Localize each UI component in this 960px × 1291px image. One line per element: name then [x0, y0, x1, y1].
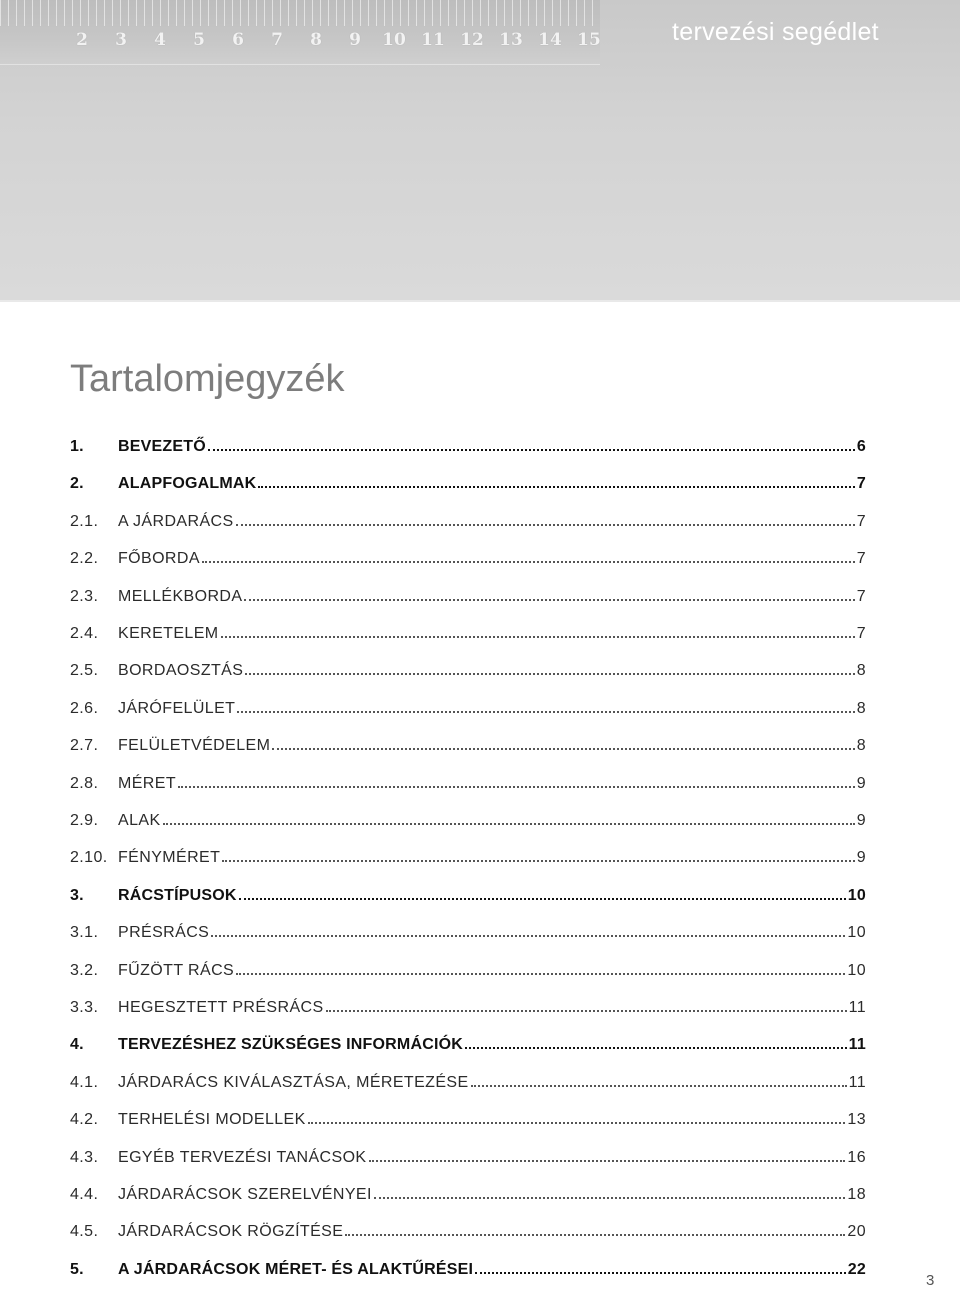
toc-entry[interactable] [70, 505, 866, 531]
toc-page-number: 22 [847, 1261, 866, 1278]
toc-label: A JÁRDARÁCSOK MÉRET- ÉS ALAKTŰRÉSEI [118, 1261, 474, 1278]
ruler-number: 10 [382, 30, 406, 50]
toc-page-number: 7 [856, 513, 866, 530]
ruler-number: 3 [115, 30, 127, 50]
toc-page-number: 7 [856, 475, 866, 492]
toc-page-number: 11 [848, 1036, 866, 1053]
toc-leader-dots [163, 822, 855, 825]
toc-page-number: 11 [848, 1074, 866, 1091]
toc-number: 4.1. [70, 1074, 99, 1091]
toc-leader-dots [465, 1046, 847, 1049]
ruler-number: 4 [154, 30, 166, 50]
toc-leader-dots [471, 1084, 847, 1087]
toc-leader-dots [202, 560, 855, 563]
toc-entry[interactable] [70, 1103, 866, 1129]
toc-label: FŰZÖTT RÁCS [118, 962, 235, 979]
toc-number: 2. [70, 475, 84, 492]
ruler-number: 7 [271, 30, 283, 50]
toc-entry[interactable] [70, 991, 866, 1017]
toc-leader-dots [308, 1121, 846, 1124]
ruler-number: 15 [577, 30, 601, 50]
toc-number: 4.3. [70, 1149, 99, 1166]
toc-number: 3.3. [70, 999, 99, 1016]
toc-page-number: 8 [856, 700, 866, 717]
header-title: tervezési segédlet [672, 18, 879, 46]
page-title: Tartalomjegyzék [70, 358, 345, 400]
toc-entry[interactable] [70, 954, 866, 980]
toc-leader-dots [345, 1233, 845, 1236]
ruler-number: 11 [421, 30, 445, 50]
toc-number: 2.6. [70, 700, 99, 717]
toc-label: FELÜLETVÉDELEM [118, 737, 271, 754]
ruler-number: 8 [310, 30, 322, 50]
toc-number: 4. [70, 1036, 84, 1053]
toc-leader-dots [208, 448, 855, 451]
toc-leader-dots [222, 859, 854, 862]
toc-page-number: 10 [847, 962, 866, 979]
toc-page-number: 7 [856, 550, 866, 567]
ruler-number: 5 [193, 30, 205, 50]
toc-label: A JÁRDARÁCS [118, 513, 234, 530]
page-number: 3 [926, 1272, 935, 1289]
toc-page-number: 8 [856, 662, 866, 679]
ruler-number: 14 [538, 30, 562, 50]
toc-page-number: 11 [848, 999, 866, 1016]
toc-leader-dots [272, 747, 854, 750]
toc-page-number: 7 [856, 588, 866, 605]
toc-label: EGYÉB TERVEZÉSI TANÁCSOK [118, 1149, 367, 1166]
toc-page-number: 9 [856, 775, 866, 792]
toc-leader-dots [236, 523, 855, 526]
toc-label: MELLÉKBORDA [118, 588, 243, 605]
toc-entry[interactable] [70, 692, 866, 718]
toc-number: 2.7. [70, 737, 99, 754]
toc-entry[interactable] [70, 767, 866, 793]
toc-label: ALAPFOGALMAK [118, 475, 257, 492]
toc-number: 2.2. [70, 550, 99, 567]
toc-page-number: 6 [856, 438, 866, 455]
toc-leader-dots [236, 972, 845, 975]
ruler-ticks [0, 0, 600, 26]
toc-label: KERETELEM [118, 625, 219, 642]
toc-entry[interactable] [70, 1141, 866, 1167]
toc-entry[interactable] [70, 1253, 866, 1279]
toc-number: 1. [70, 438, 84, 455]
toc-label: JÁRDARÁCSOK RÖGZÍTÉSE [118, 1223, 344, 1240]
toc-entry[interactable] [70, 467, 866, 493]
toc-page-number: 10 [847, 887, 866, 904]
toc-number: 4.4. [70, 1186, 99, 1203]
toc-leader-dots [326, 1009, 847, 1012]
toc-page-number: 13 [847, 1111, 866, 1128]
toc-page-number: 10 [847, 924, 866, 941]
toc-entry[interactable] [70, 1178, 866, 1204]
toc-number: 2.4. [70, 625, 99, 642]
toc-number: 2.5. [70, 662, 99, 679]
toc-number: 2.3. [70, 588, 99, 605]
toc-entry[interactable] [70, 430, 866, 456]
toc-entry[interactable] [70, 1215, 866, 1241]
toc-entry[interactable] [70, 916, 866, 942]
toc-entry[interactable] [70, 654, 866, 680]
toc-leader-dots [245, 672, 854, 675]
toc-entry[interactable] [70, 542, 866, 568]
toc-number: 4.5. [70, 1223, 99, 1240]
toc-page-number: 8 [856, 737, 866, 754]
toc-leader-dots [239, 897, 846, 900]
toc-leader-dots [221, 635, 855, 638]
toc-label: RÁCSTÍPUSOK [118, 887, 237, 904]
toc-entry[interactable] [70, 580, 866, 606]
toc-leader-dots [475, 1271, 846, 1274]
toc-number: 3. [70, 887, 84, 904]
toc-label: TERHELÉSI MODELLEK [118, 1111, 306, 1128]
header-band [0, 0, 960, 302]
toc-leader-dots [244, 598, 854, 601]
toc-label: JÁRDARÁCS KIVÁLASZTÁSA, MÉRETEZÉSE [118, 1074, 469, 1091]
toc-number: 2.1. [70, 513, 99, 530]
toc-leader-dots [374, 1196, 846, 1199]
toc-entry[interactable] [70, 1028, 866, 1054]
toc-label: FŐBORDA [118, 550, 200, 567]
toc-entry[interactable] [70, 879, 866, 905]
toc-number: 2.9. [70, 812, 99, 829]
toc-label: BORDAOSZTÁS [118, 662, 244, 679]
toc-page-number: 20 [847, 1223, 866, 1240]
ruler-image [0, 0, 600, 65]
ruler-number: 12 [460, 30, 484, 50]
toc-page-number: 18 [847, 1186, 866, 1203]
toc-page-number: 16 [847, 1149, 866, 1166]
toc-entry[interactable] [70, 617, 866, 643]
toc-label: JÁRÓFELÜLET [118, 700, 236, 717]
toc-number: 2.10. [70, 849, 108, 866]
toc-number: 5. [70, 1261, 84, 1278]
toc-label: TERVEZÉSHEZ SZÜKSÉGES INFORMÁCIÓK [118, 1036, 464, 1053]
toc-number: 4.2. [70, 1111, 99, 1128]
toc-page-number: 9 [856, 812, 866, 829]
toc-leader-dots [369, 1159, 846, 1162]
toc-leader-dots [258, 485, 855, 488]
toc-entry[interactable] [70, 1066, 866, 1092]
toc-label: FÉNYMÉRET [118, 849, 221, 866]
ruler-number: 9 [349, 30, 361, 50]
toc-label: BEVEZETŐ [118, 438, 206, 455]
toc-label: ALAK [118, 812, 161, 829]
toc-entry[interactable] [70, 841, 866, 867]
ruler-number: 6 [232, 30, 244, 50]
ruler-number: 2 [76, 30, 88, 50]
toc-label: HEGESZTETT PRÉSRÁCS [118, 999, 324, 1016]
toc-page-number: 9 [856, 849, 866, 866]
toc-leader-dots [237, 710, 854, 713]
toc-label: JÁRDARÁCSOK SZERELVÉNYEI [118, 1186, 372, 1203]
toc-number: 2.8. [70, 775, 99, 792]
toc-entry[interactable] [70, 804, 866, 830]
toc-number: 3.1. [70, 924, 99, 941]
toc-entry[interactable] [70, 729, 866, 755]
ruler-number: 13 [499, 30, 523, 50]
toc-page-number: 7 [856, 625, 866, 642]
toc-label: PRÉSRÁCS [118, 924, 210, 941]
toc-label: MÉRET [118, 775, 176, 792]
toc-number: 3.2. [70, 962, 99, 979]
toc-leader-dots [211, 934, 845, 937]
toc-leader-dots [178, 785, 855, 788]
